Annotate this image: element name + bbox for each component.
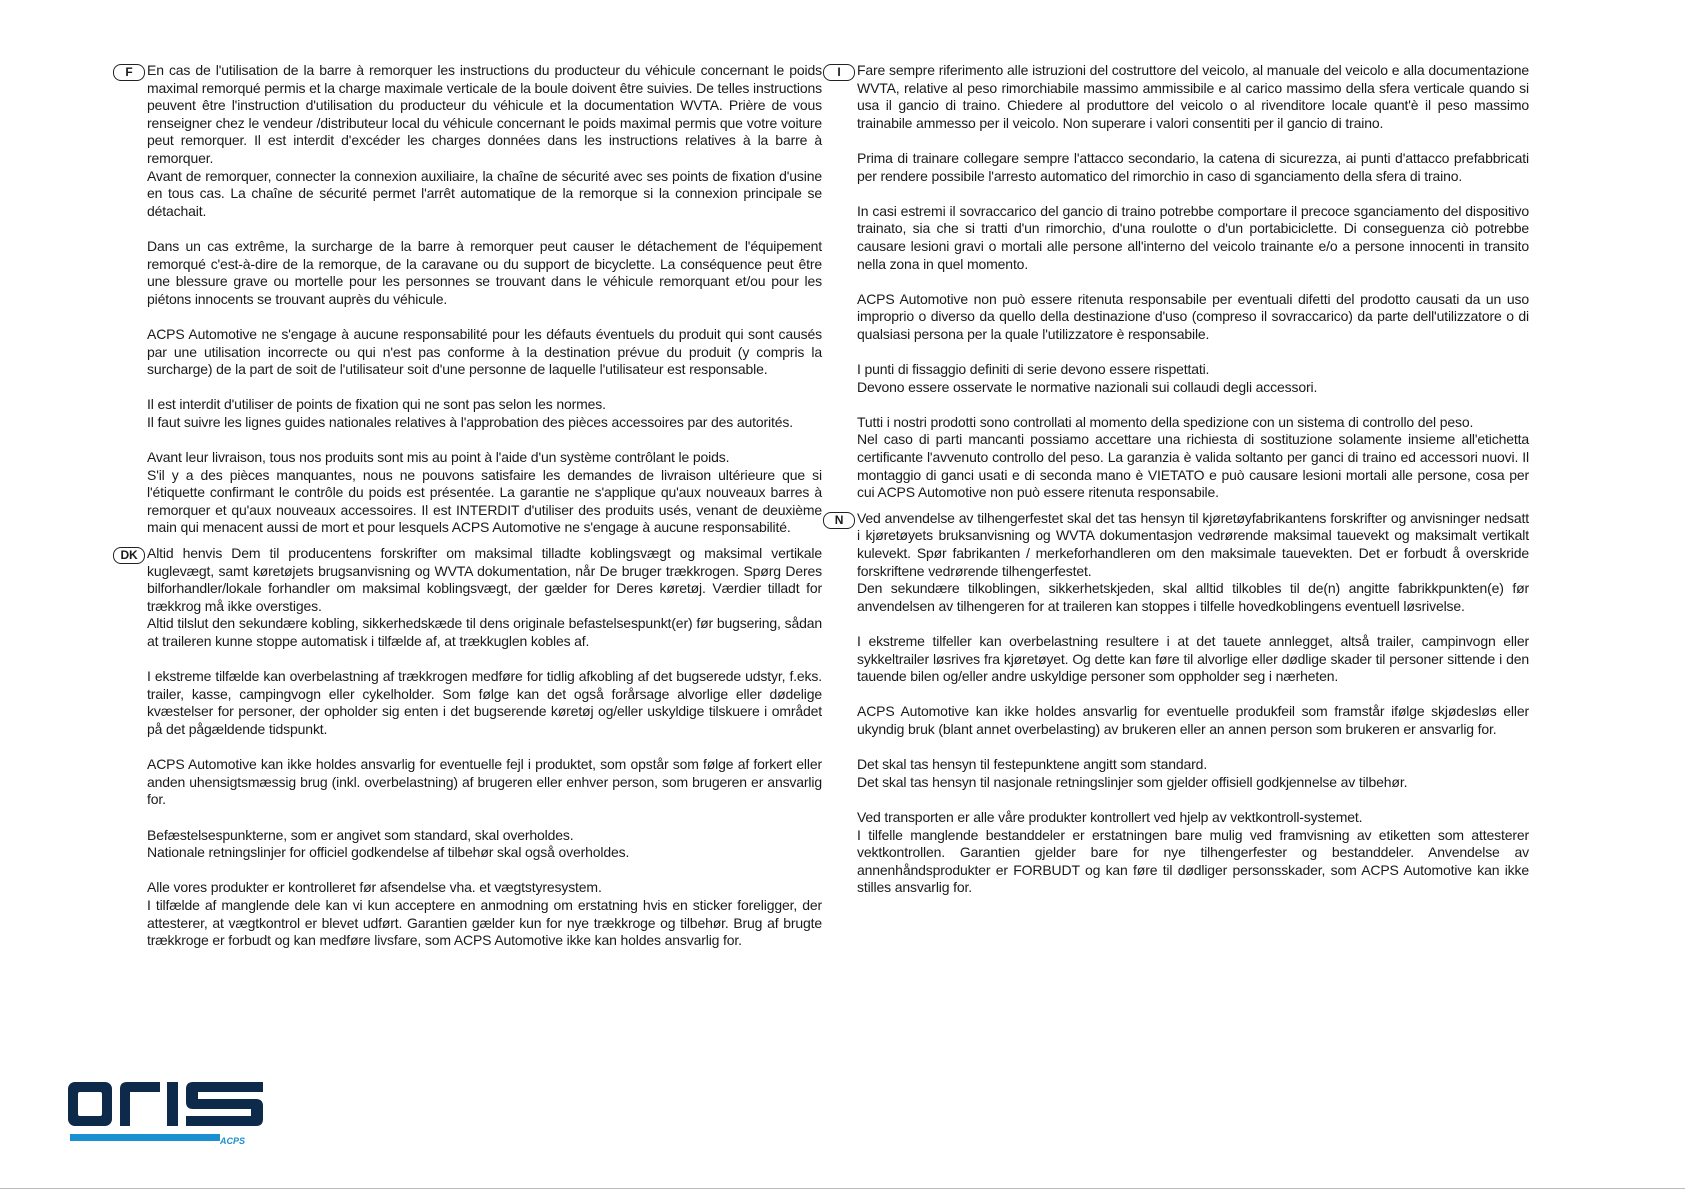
paragraph: Altid tilslut den sekundære kobling, sikkerhedskæde til dens originale befastelsespunkt(er) før bugsering, sådan at traileren kunne stoppe automatisk i tilfælde af, at trækkuglen kobles af.: [147, 615, 822, 649]
paragraph: Avant leur livraison, tous nos produits sont mis au point à l'aide d'un système contrôlant le poids.: [147, 449, 730, 466]
bottom-divider: [0, 1188, 1685, 1189]
paragraph: Avant de remorquer, connecter la connexion auxiliaire, la chaîne de sécurité avec ses points de fixation d'usine en tous cas. La chaîne de sécurité permet l'arrêt automatique de la remorque si la connexion principale se détachait.: [147, 167, 822, 219]
paragraph: Befæstelsespunkterne, som er angivet som standard, skal overholdes.: [147, 826, 574, 843]
left-column: [120, 62, 822, 950]
paragraph: Det skal tas hensyn til nasjonale retningslinjer som gjelder offisiell godkjennelse av tilbehør.: [857, 773, 1408, 790]
paragraph: Dans un cas extrême, la surcharge de la barre à remorquer peut causer le détachement de l'équipement remorqué c'est-à-dire de la remorque, de la caravane ou du support de bicyclette. La conséquence peut être une blessure grave ou mortelle pour les personnes se trouvant dans le véhicule remorquant et/ou pour les piétons innocents se trouvant auprès du véhicule.: [147, 237, 822, 307]
paragraph: I punti di fissaggio definiti di serie devono essere rispettati.: [857, 361, 1210, 378]
section-french: [125, 62, 822, 537]
paragraph: S'il y a des pièces manquantes, nous ne pouvons satisfaire les demandes de livraison ultérieure que si l'étiquette confirmant le contrôle du poids est présentée. La garantie ne s'applique qu'aux nouveaux barres à remorquer et qu'aux nouveaux accessoires. Il est INTERDIT d'utiliser des produits usés, venant de deuxième main qui menacent aussi de mort et pour lesquels ACPS Automotive ne s'engage à aucune responsabilité.: [147, 466, 822, 536]
paragraph: I ekstreme tilfeller kan overbelastning resultere i at det tauete annlegget, altså trailer, campinvogn eller sykkeltrailer løsrives fra kjøretøyet. Og dette kan føre til alvorlige eller dødlige skader til personer sittende i den tauende bilen og/eller andre uskyldige personer som oppholder seg i nærheten.: [857, 633, 1529, 685]
paragraph: Il faut suivre les lignes guides nationales relatives à l'approbation des pièces accessoires par des autorités.: [147, 413, 793, 430]
right-column: [834, 62, 1529, 897]
paragraph: ACPS Automotive non può essere ritenuta responsabile per eventuali difetti del prodotto causati da un uso improprio o diverso da quello della destinazione d'uso (compreso il sovraccarico) da parte dell'utilizzatore o di qualsiasi persona per la quale l'utilizzatore è responsabile.: [857, 290, 1529, 342]
paragraph: Prima di trainare collegare sempre l'attacco secondario, la catena di sicurezza, ai punti d'attacco prefabbricati per rendere possibile l'arresto automatico del rimorchio in caso di sganciamento della sfera di traino.: [857, 149, 1529, 184]
section-danish: [120, 545, 822, 950]
paragraph: Tutti i nostri prodotti sono controllati al momento della spedizione con un sistema di controllo del peso.: [857, 413, 1474, 430]
paragraph: Nationale retningslinjer for officiel godkendelse af tilbehør skal også overholdes.: [147, 844, 630, 861]
logo-subtext: ACPS: [220, 1136, 246, 1146]
language-badge-i: I: [823, 64, 855, 81]
language-badge-f: F: [113, 64, 145, 81]
paragraph: ACPS Automotive ne s'engage à aucune responsabilité pour les défauts éventuels du produit qui sont causés par une utilisation incorrecte ou qui n'est pas conforme à la destination prévue du produit (y compris la surcharge) de la part de soit de l'utilisateur soit d'une personne de laquelle l'utilisateur est responsable.: [147, 325, 822, 378]
language-badge-n: N: [823, 512, 855, 529]
paragraph: Den sekundære tilkoblingen, sikkerhetskjeden, skal alltid tilkobles til de(n) angitte fabrikkpunkten(e) før anvendelsen av tilhengeren for at traileren kan stoppes i tilfelle hovedkoblingens eventuell løsrivelse.: [857, 580, 1529, 614]
paragraph: Altid henvis Dem til producentens forskrifter om maksimal tilladte koblingsvægt og maksimal vertikale kuglevægt, samt køretøjets brugsanvisning og WVTA dokumentation, når De bruger trækkrogen. Spørg Deres bilforhandler/lokale forhandler om maksimal koblingsvægt, der gælder for Deres køretøj. Værdier tilladt for trækkrog må ikke overstiges.: [147, 545, 822, 614]
paragraph: Ved anvendelse av tilhengerfestet skal det tas hensyn til kjøretøyfabrikantens forskrifter og anvisninger nedsatt i kjøretøyets bruksanvisning og WVTA dokumentasjon vedrørende maksimal tauevekt og maksimalt vertikalt kulevekt. Spør fabrikanten / merkeforhandleren om den maksimale tauevekten. Det er forbudt å overskride forskriftene vedrørende tilhengerfestet.: [857, 509, 1529, 579]
paragraph: ACPS Automotive kan ikke holdes ansvarlig for eventuelle produkfeil som framstår ifølge skjødesløs eller ukyndig bruk (blant annet overbelasting) av brukeren eller an annen person som brukeren er ansvarlig for.: [857, 703, 1529, 737]
paragraph: I tilfelle manglende bestanddeler er erstatningen bare mulig ved framvisning av etiketten som attesterer vektkontrollen. Garantien gjelder bare for nye tilhengerfester og bestanddeler. Anvendelse av annenhåndsprodukter er FORBUDT og kan føre til dødliger personsskader, som ACPS Automotive kan ikke stilles ansvarlig for.: [857, 826, 1529, 896]
paragraph: Ved transporten er alle våre produkter kontrollert ved hjelp av vektkontroll-systemet.: [857, 808, 1363, 825]
paragraph: Nel caso di parti mancanti possiamo accettare una richiesta di sostituzione solamente insieme all'etichetta certificante l'avvenuto controllo del peso. La garanzia è valida soltanto per ganci di traino ed accessori nuovi. Il montaggio di ganci usati e di seconda mano è VIETATO e può causare lesioni mortali alle persone, cosa per cui ACPS Automotive non può essere ritenuta responsabile.: [857, 431, 1529, 501]
language-badge-dk: DK: [113, 547, 145, 564]
paragraph: Fare sempre riferimento alle istruzioni del costruttore del veicolo, al manuale del veicolo e alla documentazione WVTA, relative al peso rimorchiabile massimo ammissibile e al carico massimo della sfera verticale quando si usa il gancio di traino. Chiedere al produttore del veicolo o al rivenditore locale quant'è il peso massimo trainabile ammesso per il veicolo. Non superare i valori consentiti per il gancio di traino.: [857, 62, 1529, 131]
paragraph: In casi estremi il sovraccarico del gancio di traino potrebbe comportare il precoce sganciamento del dispositivo trainato, sia che si tratti d'un rimorchio, d'una roulotte o d'un portabiciclette. Di conseguenza ciò potrebbe causare lesioni gravi o mortali alle persone all'interno del veicolo trainante e/o a persone innocenti in transito nella zona in quel momento.: [857, 202, 1529, 272]
section-italian: [837, 62, 1529, 502]
paragraph: Alle vores produkter er kontrolleret før afsendelse vha. et vægtstyresystem.: [147, 879, 602, 896]
paragraph: Devono essere osservate le normative nazionali sui collaudi degli accessori.: [857, 378, 1318, 395]
paragraph: Det skal tas hensyn til festepunktene angitt som standard.: [857, 756, 1208, 773]
paragraph: I tilfælde af manglende dele kan vi kun acceptere en anmodning om erstatning hvis en sticker foreligger, der attesterer, at vægtkontrol er blevet udført. Garantien gælder kun for nye trækkroge og tilbehør. Brug af brugte trækkroge er forbudt og kan medføre livsfare, som ACPS Automotive ikke kan holdes ansvarlig for.: [147, 896, 822, 949]
paragraph: Il est interdit d'utiliser de points de fixation qui ne sont pas selon les normes.: [147, 396, 606, 413]
oris-logo: [68, 1078, 263, 1146]
section-norwegian: [834, 509, 1529, 897]
paragraph: ACPS Automotive kan ikke holdes ansvarlig for eventuelle fejl i produktet, som opstår som følge af forkert eller anden uhensigtsmæssig brug (inkl. overbelastning) af brugeren eller enhver person, som brugeren er ansvarlig for.: [147, 756, 822, 808]
paragraph: I ekstreme tilfælde kan overbelastning af trækkrogen medføre for tidlig afkobling af det bugserede udstyr, f.eks. trailer, kasse, campingvogn eller cykelholder. Som følge kan det også forårsage alvorlige eller dødelige kvæstelser for personer, der opholder sig enten i det bugserende køretøj og/eller uskyldige tilskuere i området på det pågældende tidspunkt.: [147, 668, 822, 737]
paragraph: En cas de l'utilisation de la barre à remorquer les instructions du producteur du véhicule concernant le poids maximal remorqué permis et la charge maximale verticale de la boule doivent être suivies. De telles instructions peuvent être l'instruction d'utilisation du producteur du véhicule et la documentation WVTA. Prière de vous renseigner chez le vendeur /distributeur local du véhicule concernant le poids maximal permis que votre voiture peut remorquer. Il est interdit d'excéder les charges données dans les instructions relatives à la barre à remorquer.: [147, 62, 822, 166]
